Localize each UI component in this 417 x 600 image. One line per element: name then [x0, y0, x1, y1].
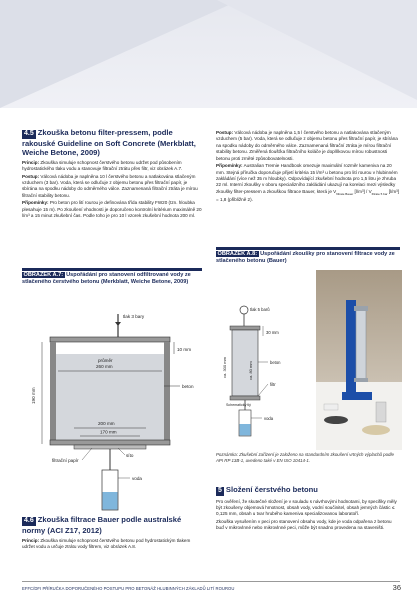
section-4-5: [22, 128, 202, 221]
filter-paper-label: filtrační papír: [52, 458, 79, 463]
dim-260: 260 mm: [96, 364, 113, 369]
right-column-text: [216, 130, 400, 205]
concrete-label: beton: [182, 384, 194, 389]
paragraph: Připomínky: Pro beton pro lití rourou je definována třída stability FW20 (tzn. hloubka plesahuje 15 m). Po zkoušení vhodnosti je doporučeno kontrolní kritérium maximálně 20 l/m³ a 15 minut zkušební čas. Podle toho je pro 10 l vzorek zkušební hodnota 200 ml.: [22, 200, 202, 219]
paragraph: Zkouška vysušením v peci pro stanovení obsahu vody, kde je voda odpařena z betonu buď v mikrovlnné nebo mikrovlnné peci, může být snadno provedena na staveništi.: [216, 518, 392, 531]
dim-300: ca. 300 mm: [222, 357, 227, 378]
header-decoration-left: [0, 0, 240, 108]
figure-a7-diagram: [22, 302, 202, 514]
paragraph: Princip: Zkouška simuluje schopnost čerstvého betonu udržet pod působením hydrostatického tlaku vodu a stanovuje filtrační ztrátu přes filtr, viz obrázek A.7.: [22, 159, 183, 171]
section-heading: [22, 515, 202, 535]
pressure-label: tlak 5 barů: [250, 307, 270, 312]
water-label: voda: [264, 416, 274, 421]
section-title: Složení čerstvého betonu: [225, 485, 318, 494]
figure-a8-heading: [216, 247, 400, 265]
figure-title: Uspořádání zkoušky pro stanovení filtrace vody ze stlačeného betonu (Bauer): [216, 251, 395, 264]
dim-170: 170 mm: [100, 429, 117, 435]
header-decoration-right: [217, 0, 417, 100]
section-5: [216, 485, 400, 533]
section-number: 4.6: [24, 517, 34, 524]
paragraph: Připomínky: Australian Tremie Handbook omezuje maximální rozměr kameniva na 20 mm. Stejná příručka doporučuje přijetí kritéria 15 l/m³ u betonu pro lití rourou v hlubinném zakládání (více než 35 m hloubky). Odpovídající zkušební hodnota pro 1,5 litru je zhruba 22 ml. Interní zkoušky v oboru specializního zakládání ukazují na korelaci mezi výsledky zkoušky filter-pressem a zkouškou filtrace Bauer, která je $V_{filtrate Bauer}$ $[l/m^3] / V_{filtrate 5 bar}$ [l/m³] = 1,8 (přibližně 2).: [216, 163, 399, 203]
footer-text: EFFC/DFI PŘÍRUČKA DOPORUČENÉHO POSTUPU PRO BETONÁŽ HLUBINNÝCH ZÁKLADŮ LITÍ ROUROU: [22, 586, 235, 591]
paragraph: Postup: Válcová nádoba je naplněna 1,5 l čerstvého betonu a natlakována stlačeným vzduchem (5 bar). Voda, která se odlučuje z objemu betonu přes filtrační papír, je sbírána na spodku nádoby do odměrného válce. Zaznamenaná filtrační ztráta je mírou filtrační stability betonu. Změřená tloušťka filtračního koláče je doplňkovou mírou robustnosti betonu proti zrněté způsobovatelnosti.: [216, 130, 398, 161]
diameter-label: průměr: [98, 358, 113, 363]
figure-a8-caption: Poznámka: Zkušební zařízení je založeno na standardním zkoušení vrtných výplachů podle API RP 13B-1, uvedeno také v EN ISO 10414-1.: [216, 452, 394, 463]
figure-label: OBRÁZEK A.7:: [23, 272, 64, 278]
figure-a8-schematic: [216, 300, 316, 440]
dim-30: 30 mm: [266, 330, 279, 335]
dim-200: 200 mm: [98, 421, 115, 426]
concrete-label: beton: [270, 360, 281, 365]
dim-190: 190 mm: [31, 387, 36, 404]
section-title: Zkouška filtrace Bauer podle australské normy (ACI Z17, 2012): [22, 515, 182, 535]
water-label: voda: [132, 476, 142, 481]
figure-a8-photo: [316, 270, 402, 450]
filter-label: filtr: [270, 382, 276, 387]
sieve-label: síto: [126, 453, 134, 458]
paragraph: Pro ověření, že skutečné složení je v souladu s návrhovými hodnotami, by specifiky měly být zkoušeny objemová hmotnost, obsah vody, vodní součinitel, obsah jemných částic ≤ 0,125 mm, obsah u tvar hrubého kameniva specializovanou laboratoří.: [216, 498, 397, 517]
figure-label: OBRÁZEK A.8:: [217, 251, 258, 257]
section-number: 5: [218, 487, 222, 494]
section-heading: [216, 485, 400, 496]
section-heading: [22, 128, 202, 157]
dim-80: ca. 80 mm: [248, 361, 253, 380]
pressure-label: tlak 3 bary: [123, 314, 145, 319]
tube-label: Schematický tlý: [226, 403, 251, 407]
figure-a7-heading: [22, 268, 202, 286]
paragraph: Princip: Zkouška simuluje schopnost čerstvého betonu pod hydrostatickým tlakem udržet vodu a určuje ztrátu vody filtrem, viz obrázek A.8.: [22, 537, 191, 549]
page-number: 36: [392, 583, 401, 592]
section-4-6: [22, 515, 202, 552]
dim-10: 10 mm: [177, 347, 192, 352]
section-title: Zkouška betonu filter-pressem, podle rakouské Guideline on Soft Concrete (Merkblatt, Weiche Betone, 2009): [22, 128, 196, 157]
figure-title: Uspořádání pro stanovení odfiltrované vody ze stlačeného čerstvého betonu (Merkblatt, Weiche Betone, 2009): [22, 272, 191, 285]
paragraph: Postup: Válcová nádoba je naplněna 10 l čerstvého betonu a natlakována stlačeným vzduchem (3 bar). Voda, která se odlučuje z objemu betonu přes filtrační papír, je sbírána na spodku nádoby do odměrného válce. Zaznamenaná filtrační ztráta je mírou filtrační stability betonu.: [22, 173, 198, 198]
section-number: 4.5: [24, 130, 34, 137]
footer-divider: [22, 581, 400, 582]
